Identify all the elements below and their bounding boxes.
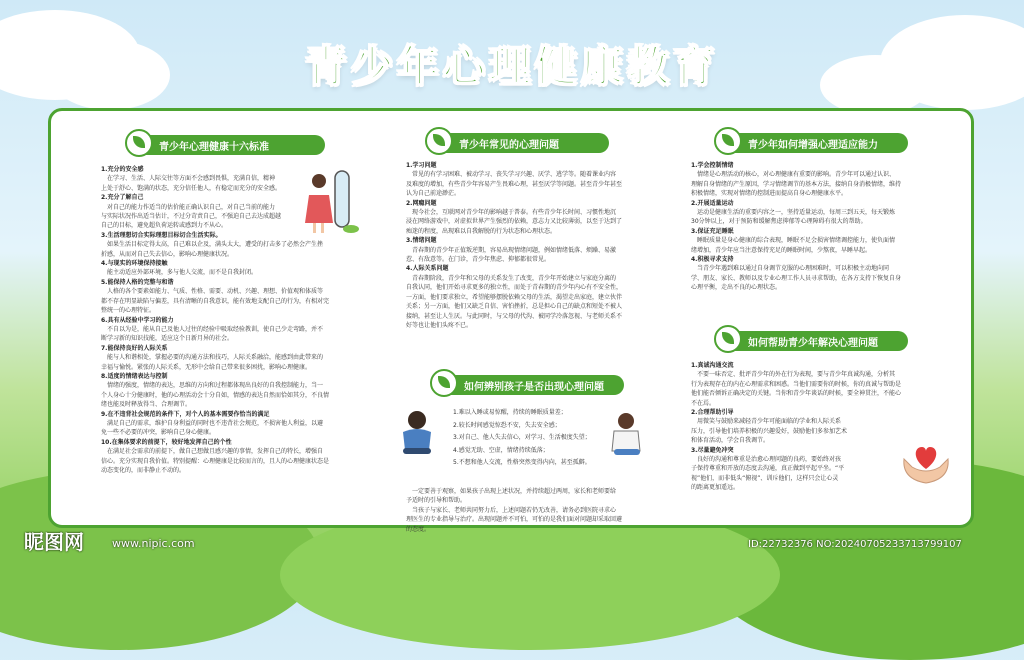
text-line: 青春期阶段，青少年和父母的关系发生了改变，青少年开始建立与家庭分离的 xyxy=(406,274,617,282)
text-line: 的态度。 xyxy=(406,525,431,533)
text-line: 折感，从而对自己失去信心，影响心理健康状况。 xyxy=(101,250,234,258)
text-line: 运动是健康生活的重要内容之一，坚持适量运动，每周三到五天，每天锻炼 xyxy=(691,209,896,217)
text-line: 当青少年遇到难以通过自身调节克服的心理困难时，可以积极主动地向同 xyxy=(691,265,890,273)
common-problems-text xyxy=(406,161,706,330)
text-line: 理解自身情绪的产生原因，学习情绪调节的基本方法，接纳自身消极情绪，维持 xyxy=(691,180,902,188)
text-line: 子保持尊重和开放的态度去沟通，真正做到平起平坐。“平 xyxy=(691,465,845,473)
text-line: 4.与现实的环境保持接触 xyxy=(101,260,168,268)
text-line: 7.能保持良好的人际关系 xyxy=(101,344,168,352)
text-line: 痴迷的程度，出现难以自我解脱的行为状态和心理状态。 xyxy=(406,227,557,235)
text-line: 人格的各个要素如能力、气质、性格、需要、动机、兴趣、理想、价值观和体质等 xyxy=(101,288,324,296)
text-line: 学、朋友、家长、教师以及专业心理工作人员寻求帮助，在各方支持下恢复自身 xyxy=(691,274,902,282)
text-line: 良好的沟通和尊重是治愈心理问题的良药，要始终对孩 xyxy=(691,456,842,464)
text-line: 予适时的引导和帮助。 xyxy=(406,497,467,505)
text-line: 能主动适应外部环境，多与他人交流，而不是自我封闭。 xyxy=(101,269,258,277)
text-line: 和体育活动，学会自我调节。 xyxy=(691,437,770,445)
text-line: 动态变化的，而非静止不动的。 xyxy=(101,467,186,474)
text-line: 上处于舒心、饱满的状态，充分信任他人，有稳定而充分的安全感。 xyxy=(101,184,282,192)
text-line: 3.尽量避免冲突 xyxy=(691,446,734,454)
text-line: 整统一的心理特征。 xyxy=(101,307,156,315)
section-title-help-solve xyxy=(718,331,908,351)
page-title: 青少年心理健康教育 xyxy=(304,42,719,91)
text-line: 对自己的能力作适当的估价能正确认识自己，对自己当前的能力 xyxy=(101,203,276,211)
section-title-text: 青少年心理健康十六标准 xyxy=(159,141,269,153)
text-line: 一方面，他们要求独立，希望能够摆脱依赖父母的生活，渴望走出家庭，建立伙伴 xyxy=(406,293,623,301)
text-line: 在学习、生活、人际交往等方面不会感到畏惧，充满自信，精神 xyxy=(101,175,276,183)
text-line: 绪也能及时释放得当、合理调节。 xyxy=(101,401,192,409)
text-line: 心理平衡，走出不良的心理状态。 xyxy=(691,284,782,292)
text-line: 3.生活理想切合实际理想目标切合生活实际。 xyxy=(101,231,222,239)
section-title-text: 如何帮助青少年解决心理问题 xyxy=(748,337,878,349)
section-title-sixteen-standards xyxy=(129,135,325,155)
text-line: 惹、有敌意等。在门诊，青少年焦虑、抑郁都很常见。 xyxy=(406,256,551,264)
text-line: 接纳，甚至让人生厌。与此同时，与父母的代沟、被同学冷落忽视、与老师关系不 xyxy=(406,312,623,320)
text-line: 与实际状况作出适当估计，不过分苛责自己，不强迫自己去达成超越 xyxy=(101,213,282,221)
text-line: 3.保证充足睡眠 xyxy=(691,227,734,235)
text-line: 满足自己的需求，维护自身利益的同时也不违背社会规范，不损害他人利益，以避 xyxy=(101,419,324,427)
text-line: 浸在网络游戏中，对虚拟世界产生强烈的依赖，意志力又比较薄弱，以至于达到了 xyxy=(406,218,623,226)
text-line: 当孩子与家长、老师共同努力后，上述问题若仍无改善，请务必到医院寻求心 xyxy=(406,506,617,514)
text-line: 6.具有从经验中学习的能力 xyxy=(101,316,174,324)
text-line: 5.不想和他人交流，性格突然变得内向，甚至孤僻。 xyxy=(453,459,591,466)
text-line: 现今社会，互联网对青少年的影响越于普泰。有些青少年长时间、习惯性地沉 xyxy=(406,209,617,217)
text-line: 信心。充分实现自我价值。特别提醒：心理健康是比较而言的，且人的心理健康状态是 xyxy=(101,457,330,465)
text-line: 用微笑与鼓励来减轻青少年可能面临的学业和人际关系 xyxy=(691,418,842,426)
text-line: 关系；另一方面，他们又缺乏自信、害怕挫折，总是担心自己的缺点和短处不被人 xyxy=(406,303,623,311)
leaf-icon xyxy=(430,369,458,397)
girl-mirror-illustration xyxy=(301,167,361,237)
text-line: 在满足社会需求的前提下，做自己想做且感兴趣的事情，发挥自己的特长，增强自 xyxy=(101,448,324,456)
text-line: 情绪是心理活动的核心，对心理健康有重要的影响。青少年可以通过认识、 xyxy=(691,171,896,179)
leaf-icon xyxy=(425,127,453,155)
text-line: 个人身心十分健康时，他的心理活动会十分自如，情感的表达自然而恰如其分，不良情 xyxy=(101,391,330,399)
text-line: 青春期的青少年正值叛逆期，容易出现情绪问题，例如情绪低落、烦躁、易激 xyxy=(406,246,617,254)
heart-hands-illustration xyxy=(896,429,956,489)
text-line: 10.在集体要求的前提下，较好地发挥自己的个性 xyxy=(101,438,232,446)
watermark-id: ID:22732376 NO:20240705233713799107 xyxy=(748,539,962,550)
section-title-identify-problems xyxy=(434,375,624,395)
text-line: 2.合理帮助引导 xyxy=(691,409,734,417)
sad-child-illustration-right xyxy=(606,409,646,459)
text-line: 30分钟以上，对于预防和缓解焦虑抑郁等心理障碍有很大的帮助。 xyxy=(691,218,867,226)
text-line: 免一些不必要的冲突，影响自己身心健康。 xyxy=(101,429,216,437)
text-line: 1.难以入睡或易惊醒，持续的睡眠质量差； xyxy=(453,409,567,416)
text-line: 不要一味否定、批评青少年的外在行为表现，要与青少年真诚沟通，分析其 xyxy=(691,371,896,379)
text-line: 2.网瘾问题 xyxy=(406,199,437,207)
section-title-text: 青少年常见的心理问题 xyxy=(459,139,559,151)
section-title-adaptability xyxy=(718,133,908,153)
text-line: 能与人和谐相处，掌握必要的沟通方法和技巧，人际关系融洽，能感到由此带来的 xyxy=(101,354,324,362)
leaf-icon xyxy=(714,127,742,155)
text-line: 5.能保持人格的完整与和谐 xyxy=(101,278,174,286)
identify-problems-list xyxy=(453,407,623,470)
section-title-text: 青少年如何增强心理适应能力 xyxy=(748,139,878,151)
text-line: 常见的有学习困难、被动学习、丧失学习兴趣、厌学、逃学等。随着课业内容 xyxy=(406,171,617,179)
text-line: 认为自己前途渺茫。 xyxy=(406,190,461,198)
text-line: 幸福与愉悦。紧张的人际关系，无形中会给自己带来很多困扰，影响心理健康。 xyxy=(101,363,312,371)
text-line: 绪增加，青少年应当注意保持充足的睡眠时间，少熬夜，早睡早起。 xyxy=(691,246,872,254)
text-line: 如果生活目标定得太高，自己难以企及，满头太大，遭受的打击多了必然会产生挫 xyxy=(101,241,324,249)
leaf-icon xyxy=(125,129,153,157)
text-line: 好等也让他们头疼不已。 xyxy=(406,321,473,329)
text-line: 自己的目标，避免超负荷运转或感到力不从心。 xyxy=(101,222,228,230)
identify-problems-footer xyxy=(406,487,706,534)
text-line: 1.学习问题 xyxy=(406,162,437,169)
text-line: 一定要善于观察，如果孩子出现上述状况，并持续超过两周，家长和老师要给 xyxy=(406,488,617,495)
text-line: 情绪的强度，情绪的表达，思维的方向和过程都体现出良好的自我控制能力，当一 xyxy=(101,382,324,390)
text-line: 1.充分的安全感 xyxy=(101,166,144,173)
text-line: 不在焉。 xyxy=(691,399,716,407)
text-line: 2.较长时间感觉惊恐不安，失去安全感； xyxy=(453,421,561,429)
text-line: 1.真诚沟通交流 xyxy=(691,362,734,369)
text-line: 1.学会控制情绪 xyxy=(691,162,734,169)
text-line: 视”他们，而非低头“俯视”、训斥他们，这样只会让心灵 xyxy=(691,474,839,482)
text-line: 2.开展适量运动 xyxy=(691,199,734,207)
text-line: 4.感觉无助、空虚，情绪持续低落； xyxy=(453,446,549,454)
text-line: 自我认同，他们开始寻求更多的独立性，而处于青春期的青少年内心有不安全性， xyxy=(406,284,623,292)
text-line: 行为表现存在的内在心理需求和困惑。当他们需要你的时候，你的真诚与帮助是 xyxy=(691,380,902,388)
text-line: 4.人际关系问题 xyxy=(406,265,449,273)
watermark-logo: 昵图网 xyxy=(24,530,84,554)
watermark-url: www.nipic.com xyxy=(112,537,195,550)
leaf-icon xyxy=(714,325,742,353)
sad-child-illustration-left xyxy=(397,406,437,456)
section-title-text: 如何辨别孩子是否出现心理问题 xyxy=(464,381,604,393)
text-line: 睡眠质量是身心健康的综合表现，睡眠不足会损害情绪调控能力，使负面情 xyxy=(691,237,896,245)
text-line: 压力，引导他们培养积极的兴趣爱好，鼓励他们多参加艺术 xyxy=(691,427,848,435)
text-line: 9.在不违背社会规范的条件下，对个人的基本需要作恰当的满足 xyxy=(101,410,270,418)
text-line: 都不存在明显缺陷与偏差，具有清晰的自我意识，能有效地支配自己的行为，有相对完 xyxy=(101,297,330,305)
adaptability-text xyxy=(691,161,963,293)
text-line: 及难度的增加，有些青少年容易产生畏难心理，甚至厌学等问题。甚至青少年甚至 xyxy=(406,180,623,188)
text-line: 他们能否倾诉正确决定的关键。当你和青少年谈话的时候，要全神贯注，不能心 xyxy=(691,390,902,398)
text-line: 4.积极寻求支持 xyxy=(691,256,734,264)
text-line: 3.对自己、他人失去信心，对学习、生活极度失望； xyxy=(453,434,591,441)
text-line: 积极情绪，实现对情绪的控制进而提高自身心理健康水平。 xyxy=(691,190,848,198)
text-line: 理医生的专业指导与治疗。出现问题并不可怕，可怕的是我们面对问题却采取回避 xyxy=(406,516,623,524)
text-line: 2.充分了解自己 xyxy=(101,194,144,202)
text-line: 断学习新的知识技能，适应这个日新月异的社会。 xyxy=(101,335,234,343)
text-line: 的距离更加遥远。 xyxy=(691,484,740,492)
text-line: 不自以为是，能从自己及他人过往的经验中吸取经验教训，使自己少走弯路，并不 xyxy=(101,325,324,333)
text-line: 8.适度的情绪表达与控制 xyxy=(101,372,168,380)
section-title-common-problems xyxy=(429,133,609,153)
text-line: 3.情绪问题 xyxy=(406,237,437,245)
content-board xyxy=(48,108,974,533)
